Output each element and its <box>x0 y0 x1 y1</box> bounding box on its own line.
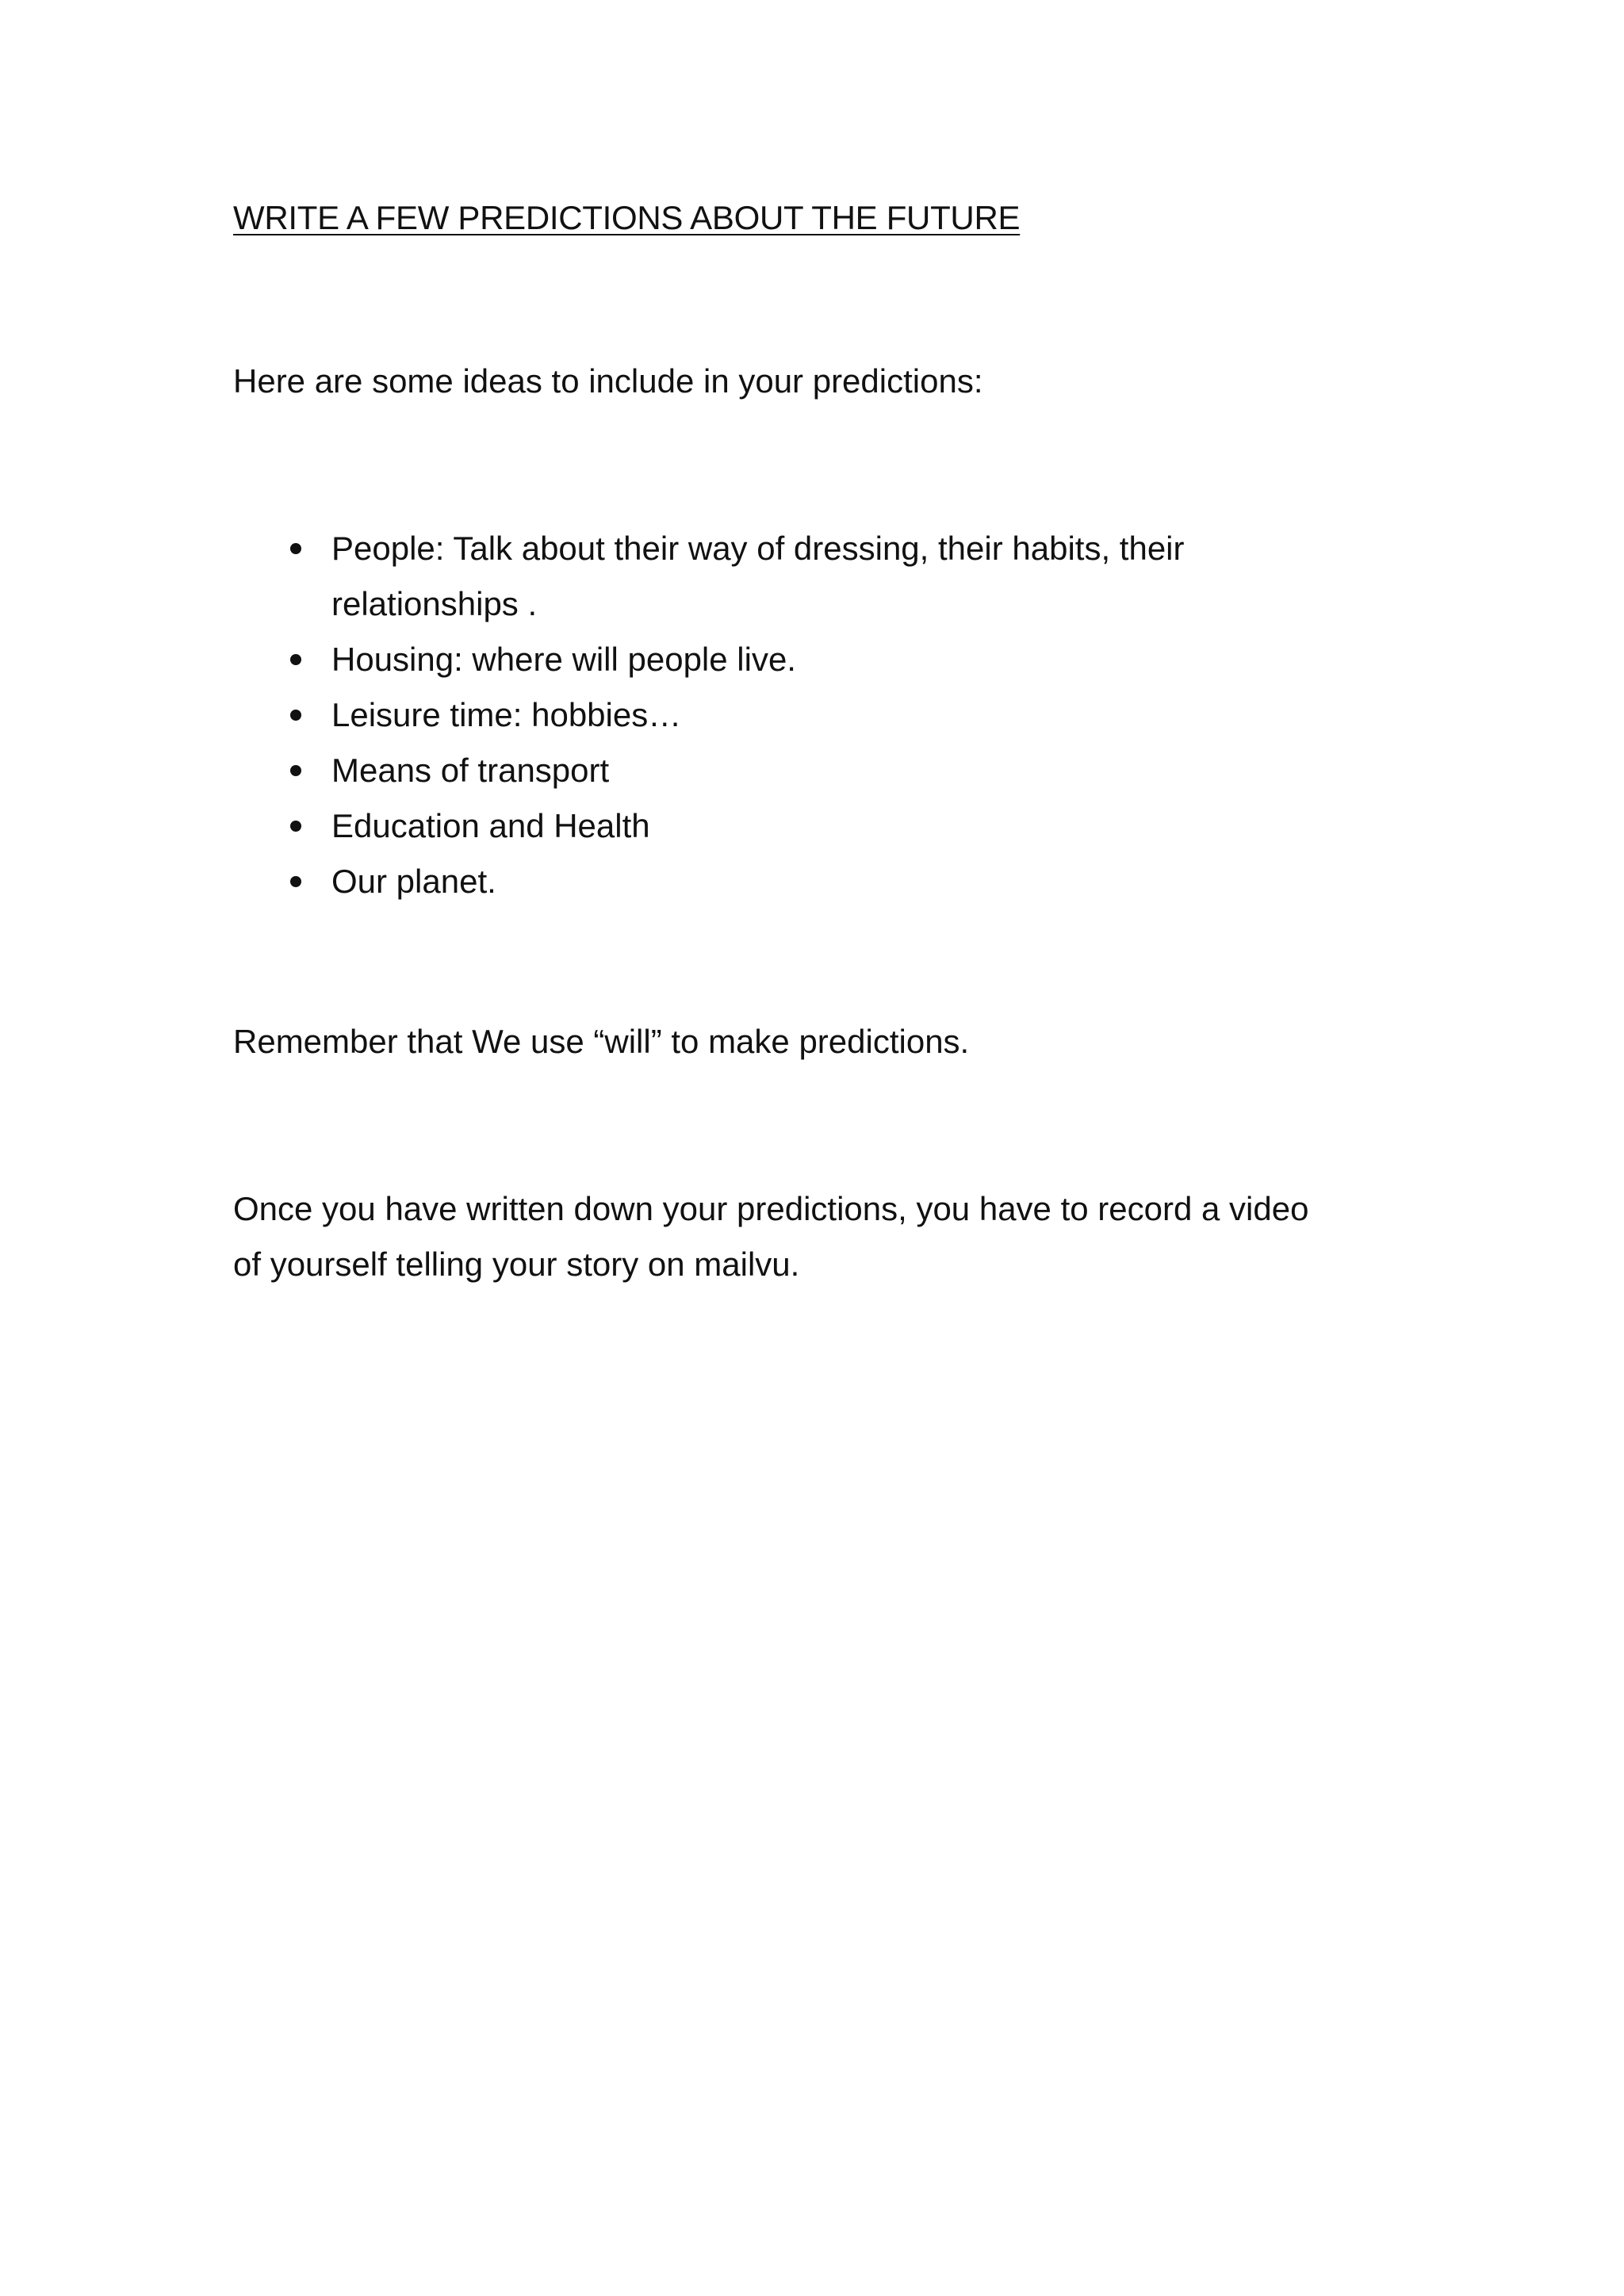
bullet-icon <box>290 543 301 554</box>
list-item-education-health <box>233 798 1375 854</box>
list-item-text: People: Talk about their way of dressing, their habits, their <box>331 530 1185 567</box>
list-item-text: Means of transport <box>331 752 610 789</box>
bullet-icon <box>290 710 301 721</box>
intro-text: Here are some ideas to include in your predictions: <box>233 362 983 400</box>
list-item-text: Leisure time: hobbies… <box>331 696 682 733</box>
list-item-transport <box>233 743 1375 798</box>
bullet-icon <box>290 765 301 776</box>
list-item-planet <box>233 854 1375 909</box>
list-item-text: Education and Health <box>331 807 650 844</box>
reminder-text: Remember that We use “will” to make predictions. <box>233 1023 970 1060</box>
bullet-icon <box>290 821 301 832</box>
list-item-leisure <box>233 687 1375 743</box>
bullet-icon <box>290 876 301 887</box>
closing-line-2: of yourself telling your story on mailvu. <box>233 1246 800 1283</box>
list-item-people <box>233 521 1375 632</box>
list-item-text: Housing: where will people live. <box>331 641 796 678</box>
page-title: WRITE A FEW PREDICTIONS ABOUT THE FUTURE <box>233 199 1021 236</box>
bullet-icon <box>290 654 301 665</box>
ideas-list <box>233 521 1375 909</box>
list-item-text-continued: relationships . <box>331 585 538 622</box>
list-item-text: Our planet. <box>331 863 496 900</box>
closing-line-1: Once you have written down your predictions, you have to record a video <box>233 1190 1309 1227</box>
closing-paragraph <box>233 1181 1308 1292</box>
list-item-housing <box>233 632 1375 687</box>
